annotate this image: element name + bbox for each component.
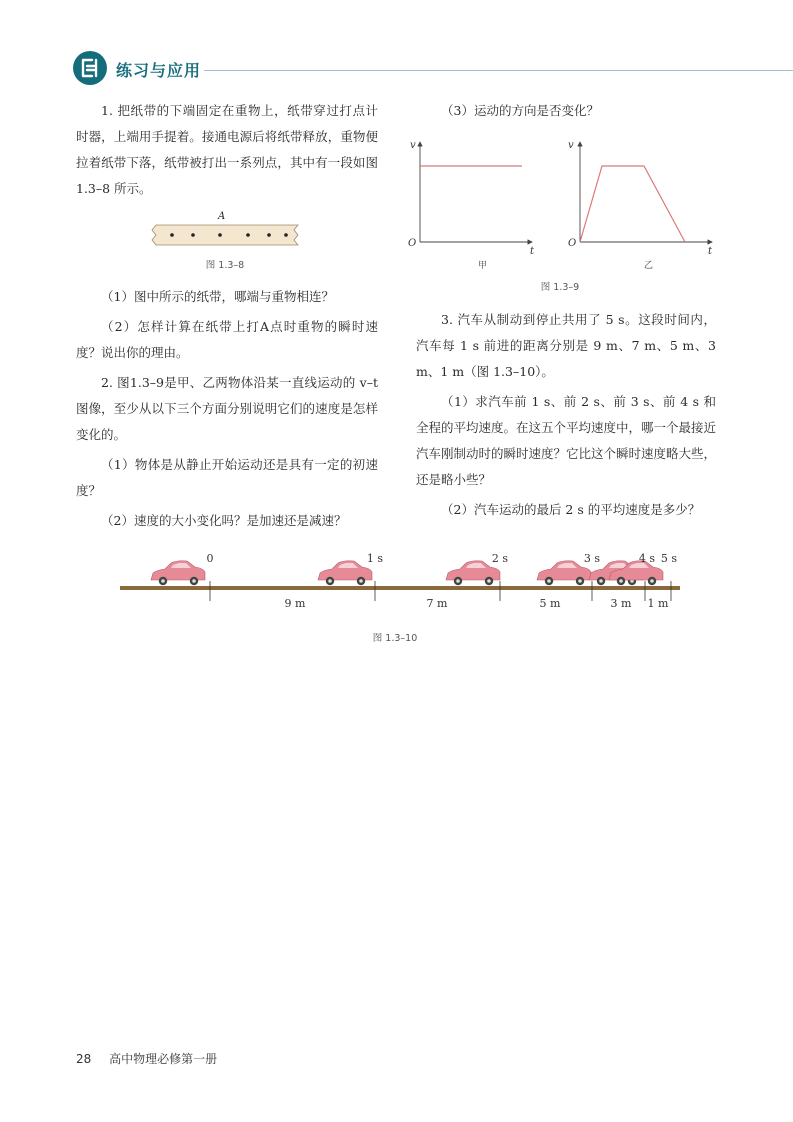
exercise-1-text: 1. 把纸带的下端固定在重物上，纸带穿过打点计时器，上端用手提着。接通电源后将纸带释放，重物便拉着纸带下落，纸带被打出一系列点，其中有一段如图 1.3–8 所示。 (76, 103, 378, 196)
origin-label: O (408, 238, 417, 249)
car-icon (151, 561, 205, 585)
graph-name-label: 乙 (644, 261, 654, 271)
exercise-3-question-1: （1）求汽车前 1 s、前 2 s、前 3 s、前 4 s 和全程的平均速度。在这五个平均速度中，哪一个最接近汽车刚制动时的瞬时速度？它比这个瞬时速度略大些，还是略小些？ (416, 394, 717, 487)
exercise-2-text: 2. 图1.3–9是甲、乙两物体沿某一直线运动的 v–t 图像，至少从以下三个方面分别说明它们的速度是怎样变化的。 (76, 375, 378, 442)
distance-label: 1 m (647, 597, 669, 610)
distance-label: 5 m (539, 597, 561, 610)
tape-dot (284, 233, 288, 237)
paper-tape (152, 225, 298, 245)
header-rule (204, 70, 793, 71)
exercise-1-question-2: （2）怎样计算在纸带上打A点时重物的瞬时速度？说出你的理由。 (76, 319, 378, 360)
exercise-1-question-1: （1）图中所示的纸带，哪端与重物相连？ (101, 289, 334, 304)
exercise-3-text: 3. 汽车从制动到停止共用了 5 s。这段时间内，汽车每 1 s 前进的距离分别是 9 m、7 m、5 m、3 m、1 m（图 1.3–10）。 (416, 312, 716, 379)
origin-label: O (568, 238, 577, 249)
distance-label: 3 m (610, 597, 632, 610)
time-label: 3 s (583, 552, 601, 565)
page-number: 28 (76, 1052, 92, 1066)
distance-label: 7 m (426, 597, 448, 610)
figure-1-3-8-caption: 图 1.3–8 (205, 260, 245, 271)
section-title: 练习与应用 (116, 61, 202, 80)
vt-graphs-figure (392, 130, 732, 280)
book-title: 高中物理必修第一册 (109, 1052, 218, 1066)
left-column (76, 98, 378, 538)
road (120, 586, 680, 590)
car-icon (318, 561, 372, 585)
time-label: 1 s (366, 552, 384, 565)
velocity-line (580, 166, 685, 242)
time-label: 0 (206, 552, 214, 565)
tape-dot (246, 233, 250, 237)
point-a-label: A (218, 211, 226, 222)
tape-dot (191, 233, 195, 237)
tape-dot (170, 233, 174, 237)
exercise-3-question-2: （2）汽车运动的最后 2 s 的平均速度是多少？ (441, 502, 701, 517)
t-axis-label: t (530, 246, 535, 257)
exercise-2-question-2: （2）速度的大小变化吗？是加速还是减速？ (101, 513, 347, 528)
exercise-2-question-3: （3）运动的方向是否变化？ (441, 103, 599, 118)
v-axis-label: v (568, 140, 574, 151)
graph-yi (568, 140, 713, 271)
tape-dot (218, 233, 222, 237)
distance-label: 9 m (284, 597, 306, 610)
car-icon (537, 561, 591, 585)
graph-name-label: 甲 (478, 261, 488, 271)
exercise-2-question-1: （1）物体是从静止开始运动还是具有一定的初速度？ (76, 457, 378, 498)
time-label: 4 s (638, 552, 656, 565)
v-axis-label: v (410, 140, 416, 151)
t-axis-label: t (708, 246, 713, 257)
braking-car-figure (115, 545, 685, 620)
page-footer (76, 1050, 217, 1067)
figure-1-3-10-caption: 图 1.3–10 (372, 633, 418, 644)
paper-tape-figure (150, 205, 300, 253)
graph-jia (408, 140, 535, 271)
time-label: 5 s (660, 552, 678, 565)
section-header (72, 46, 793, 90)
figure-1-3-9-caption: 图 1.3–9 (540, 282, 580, 293)
exercise-logo-icon (72, 50, 108, 86)
time-label: 2 s (491, 552, 509, 565)
tape-dot (267, 233, 271, 237)
